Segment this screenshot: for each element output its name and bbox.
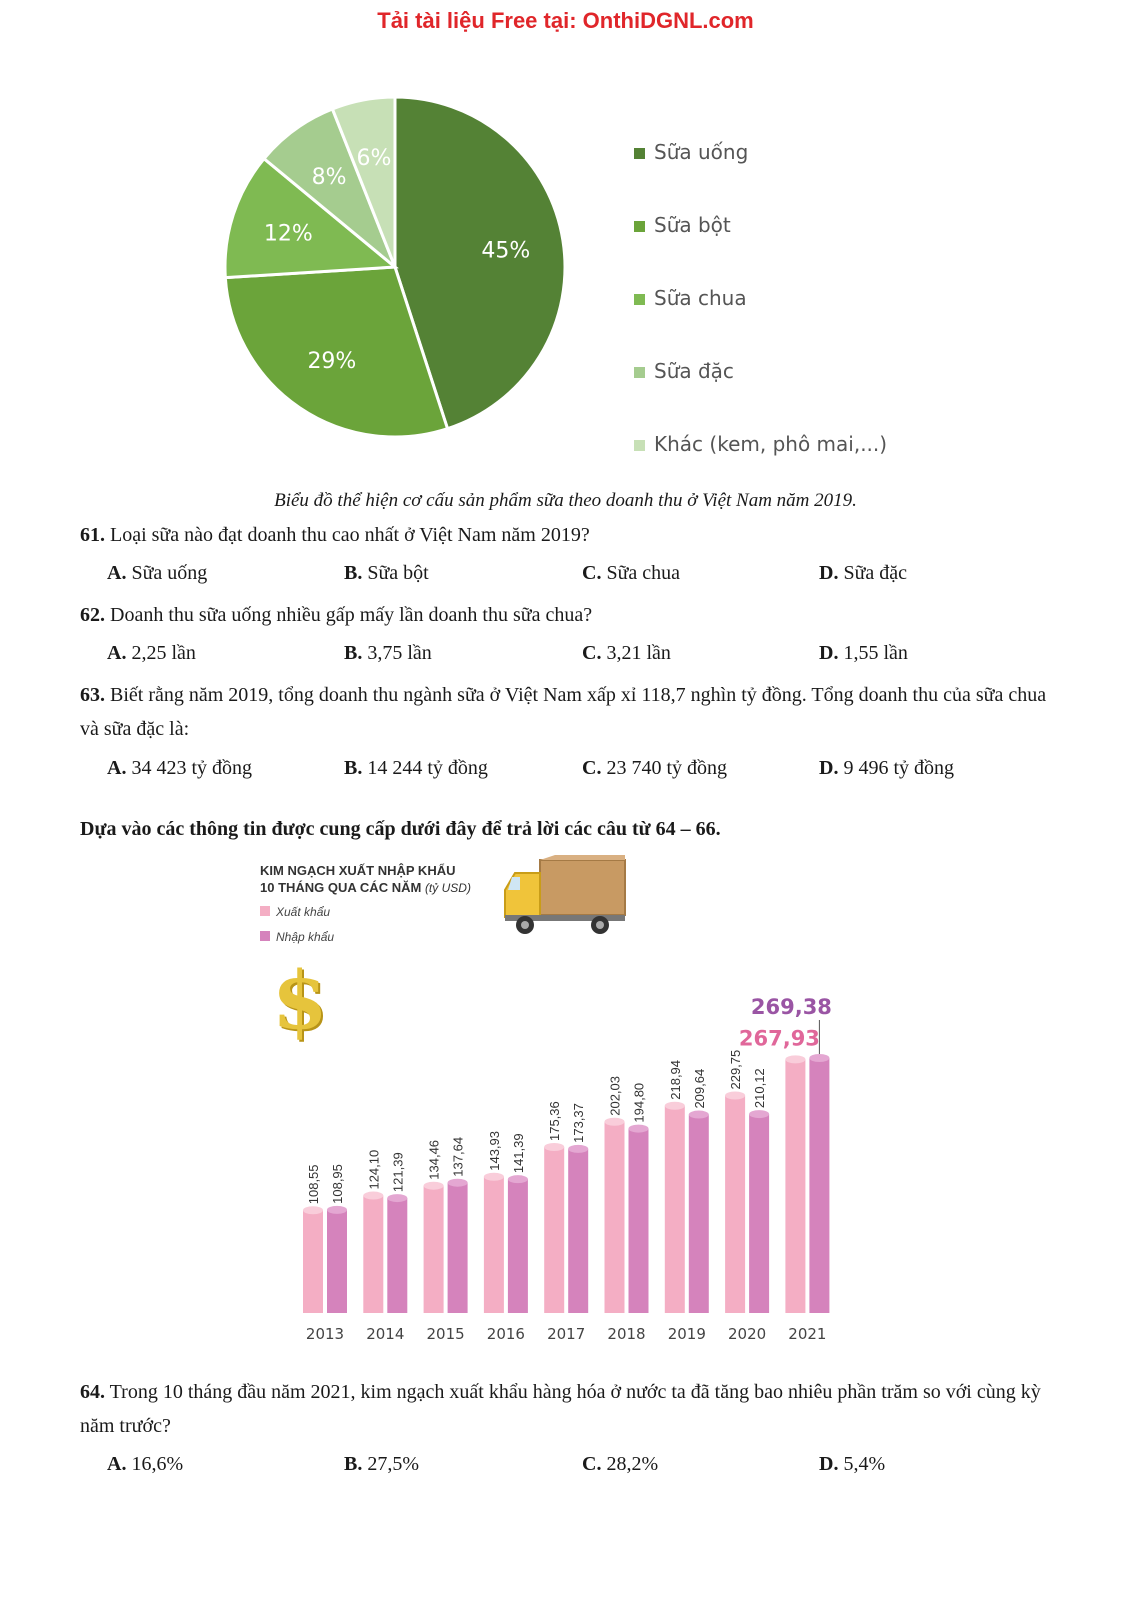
chart-title: KIM NGẠCH XUẤT NHẬP KHẨU [260, 863, 456, 878]
option-key: C. [582, 562, 602, 584]
chart-subtitle-text: 10 THÁNG QUA CÁC NĂM [260, 880, 422, 895]
bar-cap [387, 1194, 407, 1202]
legend-label-export: Xuất khẩu [276, 905, 331, 919]
question-62 [80, 598, 1055, 632]
option-c[interactable] [582, 757, 727, 780]
x-tick-label: 2017 [547, 1325, 586, 1343]
chart-subtitle [260, 880, 471, 895]
bar-cap [568, 1145, 588, 1153]
legend-item [634, 286, 887, 359]
option-a[interactable] [107, 1453, 183, 1476]
question-number: 63. [80, 684, 105, 706]
bar-value-label: 108,95 [330, 1164, 345, 1204]
option-d[interactable] [819, 562, 907, 585]
pie-caption: Biểu đồ thể hiện cơ cấu sản phẩm sữa theo doanh thu ở Việt Nam năm 2019. [274, 490, 857, 511]
pie-slice-label: 12% [263, 221, 313, 247]
bar [327, 1210, 347, 1313]
bar [629, 1129, 649, 1313]
option-key: D. [819, 757, 839, 779]
bar [605, 1122, 625, 1313]
option-key: C. [582, 642, 602, 664]
bar [424, 1186, 444, 1313]
option-text: 28,2% [606, 1453, 659, 1475]
question-text: Biết rằng năm 2019, tổng doanh thu ngành sữa ở Việt Nam xấp xỉ 118,7 nghìn tỷ đồng. Tổng doanh thu của sữa chua và sữa đặc là: [80, 684, 1047, 740]
bar-cap [303, 1206, 323, 1214]
pie-legend [634, 140, 887, 505]
option-text: 27,5% [367, 1453, 420, 1475]
option-b[interactable] [344, 757, 488, 780]
pie-slice-label: 29% [307, 348, 357, 374]
option-a[interactable] [107, 757, 252, 780]
bar [568, 1149, 588, 1313]
bar-cap [689, 1111, 709, 1119]
bar-cap [508, 1175, 528, 1183]
bar-value-label: 121,39 [390, 1152, 406, 1193]
question-64 [80, 1375, 1055, 1443]
section-instruction: Dựa vào các thông tin được cung cấp dưới đây để trả lời các câu từ 64 – 66. [80, 818, 721, 840]
legend-label: Sữa bột [654, 213, 731, 237]
x-tick-label: 2018 [607, 1325, 646, 1343]
option-key: D. [819, 562, 839, 584]
site-banner[interactable]: Tải tài liệu Free tại: OnthiDGNL.com [377, 8, 754, 33]
option-b[interactable] [344, 562, 429, 585]
option-text: 2,25 lần [131, 642, 196, 664]
bar-value-label: 108,55 [306, 1164, 321, 1205]
bar-cap [363, 1192, 383, 1200]
legend-item [634, 213, 887, 286]
question-text: Doanh thu sữa uống nhiều gấp mấy lần doanh thu sữa chua? [110, 604, 593, 626]
legend-swatch [634, 440, 645, 451]
pie-slice-label: 45% [481, 238, 531, 264]
legend-swatch-import [260, 931, 270, 941]
option-key: D. [819, 642, 839, 664]
bar-cap [665, 1102, 685, 1110]
question-number: 64. [80, 1381, 105, 1403]
option-text: 5,4% [843, 1453, 886, 1475]
bar-value-label: 209,64 [691, 1068, 707, 1109]
bar [785, 1059, 805, 1313]
bar-value-label: 210,12 [752, 1068, 768, 1109]
option-text: 14 244 tỷ đồng [367, 757, 488, 779]
x-tick-label: 2014 [366, 1325, 405, 1343]
bar-value-label: 194,80 [631, 1082, 647, 1123]
truck-icon [500, 855, 630, 940]
option-b[interactable] [344, 1453, 419, 1476]
option-text: 1,55 lần [843, 642, 908, 664]
bar [303, 1210, 323, 1313]
option-c[interactable] [582, 1453, 658, 1476]
bar [809, 1058, 829, 1313]
option-key: C. [582, 1453, 602, 1475]
legend-swatch [634, 367, 645, 378]
question-number: 61. [80, 524, 105, 546]
options-62 [107, 642, 1067, 672]
option-key: B. [344, 642, 363, 664]
bar-cap [629, 1125, 649, 1133]
bar-cap [448, 1179, 468, 1187]
pie-slice-label: 8% [311, 165, 347, 191]
bar-value-label: 143,93 [486, 1130, 502, 1171]
bar-cap [544, 1143, 564, 1151]
x-tick-label: 2019 [667, 1325, 706, 1343]
option-a[interactable] [107, 562, 207, 585]
x-tick-label: 2013 [305, 1325, 345, 1343]
option-text: 3,75 lần [367, 642, 432, 664]
bar-cap [327, 1206, 347, 1214]
bar-cap [605, 1118, 625, 1126]
option-c[interactable] [582, 562, 680, 585]
option-text: 3,21 lần [606, 642, 671, 664]
bar-cap [725, 1092, 745, 1100]
bar [508, 1179, 528, 1313]
legend-swatch-export [260, 906, 270, 916]
x-tick-label: 2015 [426, 1325, 465, 1343]
bar-value-label: 267,93 [738, 1026, 820, 1051]
legend-label: Sữa đặc [654, 359, 734, 383]
bar-cap [785, 1055, 805, 1063]
options-61 [107, 562, 1067, 592]
option-key: A. [107, 757, 127, 779]
option-text: Sữa bột [367, 562, 429, 584]
option-text: 23 740 tỷ đồng [606, 757, 728, 779]
bar-cap [749, 1110, 769, 1118]
bar [544, 1147, 564, 1313]
option-text: Sữa chua [606, 562, 681, 584]
legend-label-import: Nhập khẩu [276, 930, 335, 944]
legend-item [634, 140, 887, 213]
option-b[interactable] [344, 642, 432, 665]
option-d[interactable] [819, 642, 908, 665]
legend-swatch [634, 148, 645, 159]
legend-item [634, 359, 887, 432]
option-key: A. [107, 562, 127, 584]
bar-value-label: 202,03 [607, 1075, 623, 1116]
bar-value-label: 269,38 [750, 995, 832, 1019]
question-text: Loại sữa nào đạt doanh thu cao nhất ở Việt Nam năm 2019? [110, 524, 590, 546]
option-text: 34 423 tỷ đồng [131, 757, 253, 779]
bar-cap [484, 1173, 504, 1181]
x-tick-label: 2016 [486, 1325, 525, 1343]
legend-swatch [634, 221, 645, 232]
bar-value-label: 124,10 [366, 1149, 382, 1190]
legend-label: Sữa chua [654, 286, 747, 310]
options-63 [107, 757, 1067, 787]
pie-slice-label: 6% [356, 145, 392, 171]
bar [665, 1106, 685, 1313]
option-text: Sữa uống [131, 562, 208, 584]
bar-layer [303, 995, 832, 1343]
option-d[interactable] [819, 757, 954, 780]
bar-value-label: 175,36 [547, 1101, 563, 1142]
bar-cap [809, 1054, 829, 1062]
chart-unit: (tỷ USD) [424, 881, 471, 895]
bar-value-label: 218,94 [667, 1059, 683, 1100]
bar [448, 1183, 468, 1313]
bar [725, 1096, 745, 1313]
option-text: 16,6% [131, 1453, 184, 1475]
option-key: C. [582, 757, 602, 779]
option-key: B. [344, 1453, 363, 1475]
bar-value-label: 141,39 [510, 1133, 526, 1174]
option-key: B. [344, 562, 363, 584]
milk-pie-chart [220, 95, 570, 440]
option-text: 9 496 tỷ đồng [843, 757, 955, 779]
legend-label: Khác (kem, phô mai,...) [654, 432, 888, 456]
options-64 [107, 1453, 1067, 1483]
option-key: A. [107, 1453, 127, 1475]
option-key: B. [344, 757, 363, 779]
bar [387, 1198, 407, 1313]
question-number: 62. [80, 604, 105, 626]
question-text: Trong 10 tháng đầu năm 2021, kim ngạch xuất khẩu hàng hóa ở nước ta đã tăng bao nhiêu phần trăm so với cùng kỳ năm trước? [80, 1381, 1041, 1437]
bar-value-label: 134,46 [426, 1139, 442, 1180]
bar [363, 1196, 383, 1313]
bar-value-label: 173,37 [571, 1103, 587, 1143]
bar [484, 1177, 504, 1313]
option-text: Sữa đặc [843, 562, 908, 584]
bar [749, 1114, 769, 1313]
question-61 [80, 518, 1055, 552]
x-tick-label: 2020 [728, 1325, 767, 1343]
x-tick-label: 2021 [788, 1325, 827, 1343]
legend-label: Sữa uống [654, 140, 749, 164]
legend-swatch [634, 294, 645, 305]
dollar-icon: $ [272, 953, 328, 1047]
question-63 [80, 678, 1055, 746]
bar [689, 1115, 709, 1313]
bar-value-label: 137,64 [450, 1136, 466, 1177]
bar-cap [424, 1182, 444, 1190]
option-key: A. [107, 642, 127, 664]
option-a[interactable] [107, 642, 196, 665]
option-d[interactable] [819, 1453, 885, 1476]
bar-value-label: 229,75 [728, 1049, 744, 1090]
option-key: D. [819, 1453, 839, 1475]
option-c[interactable] [582, 642, 671, 665]
